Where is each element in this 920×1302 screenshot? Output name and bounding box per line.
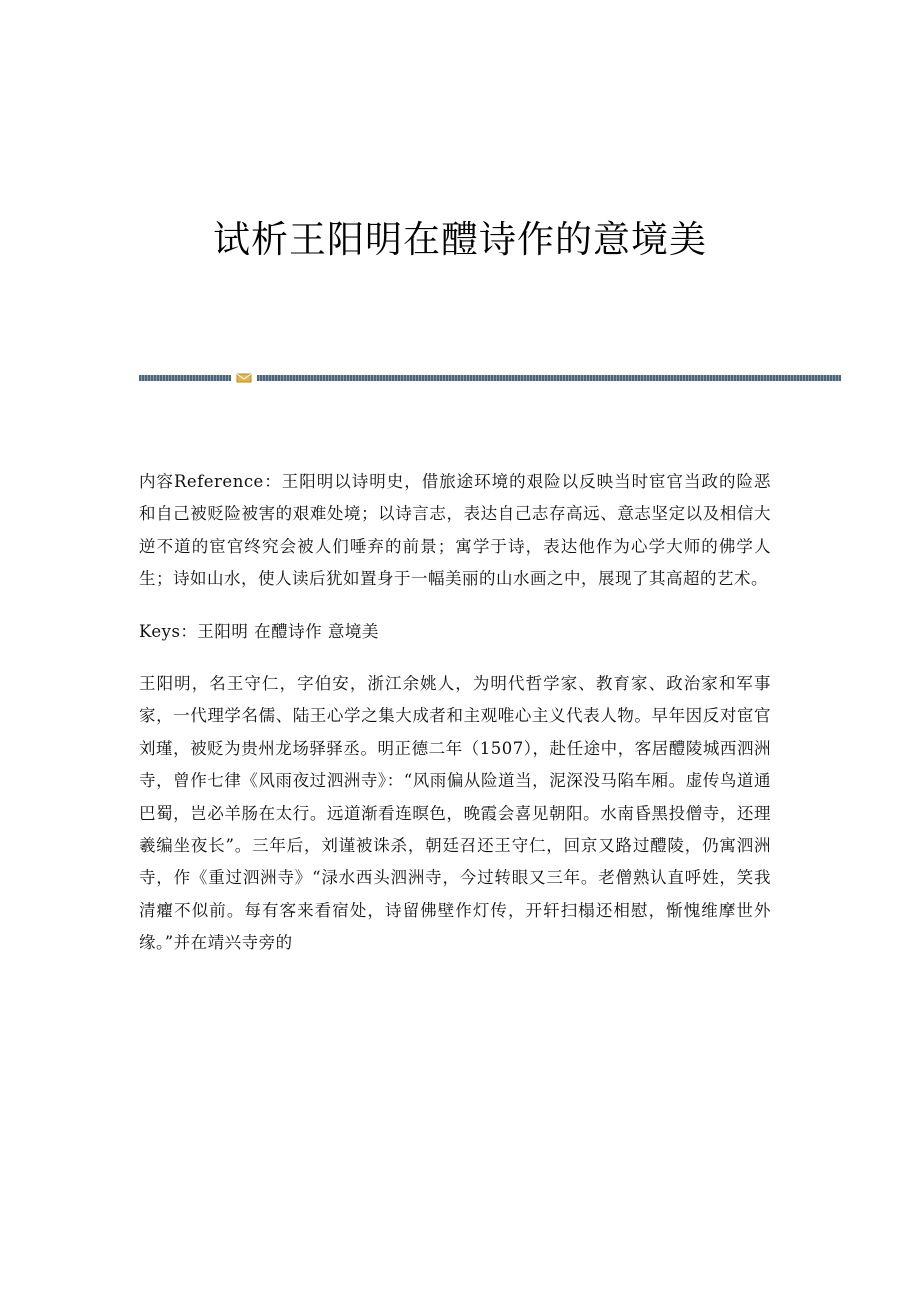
document-title: 试析王阳明在醴诗作的意境美	[213, 218, 707, 261]
divider-bar-left	[139, 375, 231, 381]
title-divider	[139, 373, 841, 383]
keywords-line: Keys：王阳明 在醴诗作 意境美	[139, 621, 379, 641]
divider-bar-right	[257, 375, 841, 381]
document-body	[139, 466, 771, 960]
body-paragraph: 王阳明，名王守仁，字伯安，浙江余姚人，为明代哲学家、教育家、政治家和军事家，一代理学名儒、陆王心学之集大成者和主观唯心主义代表人物。早年因反对宦官刘瑾，被贬为贵州龙场驿驿丞。明正德二年（1507），赴任途中，客居醴陵城西泗洲寺，曾作七律《风雨夜过泗洲寺》：“风雨偏从险道当，泥深没马陷车厢。虚传鸟道通巴蜀，岂必羊肠在太行。远道渐看连暝色，晚霞会喜见朝阳。水南昏黑投僧寺，还理羲编坐夜长”。三年后，刘谨被诛杀，朝廷召还王守仁，回京又路过醴陵，仍寓泗洲寺，作《重过泗洲寺》“渌水西头泗洲寺，今过转眼又三年。老僧熟认直呼姓，笑我清癯不似前。每有客来看宿处，诗留佛壁作灯传，开轩扫榻还相慰，惭愧维摩世外缘。”并在靖兴寺旁的	[139, 674, 771, 953]
abstract-paragraph: 内容Reference：王阳明以诗明史，借旅途环境的艰险以反映当时宦官当政的险恶和自己被贬险被害的艰难处境；以诗言志，表达自己志存高远、意志坚定以及相信大逆不道的宦官终究会被人们唾弃的前景；寓学于诗，表达他作为心学大师的佛学人生；诗如山水，使人读后犹如置身于一幅美丽的山水画之中，展现了其高超的艺术。	[139, 472, 771, 589]
divider-ornament-icon	[236, 373, 252, 383]
